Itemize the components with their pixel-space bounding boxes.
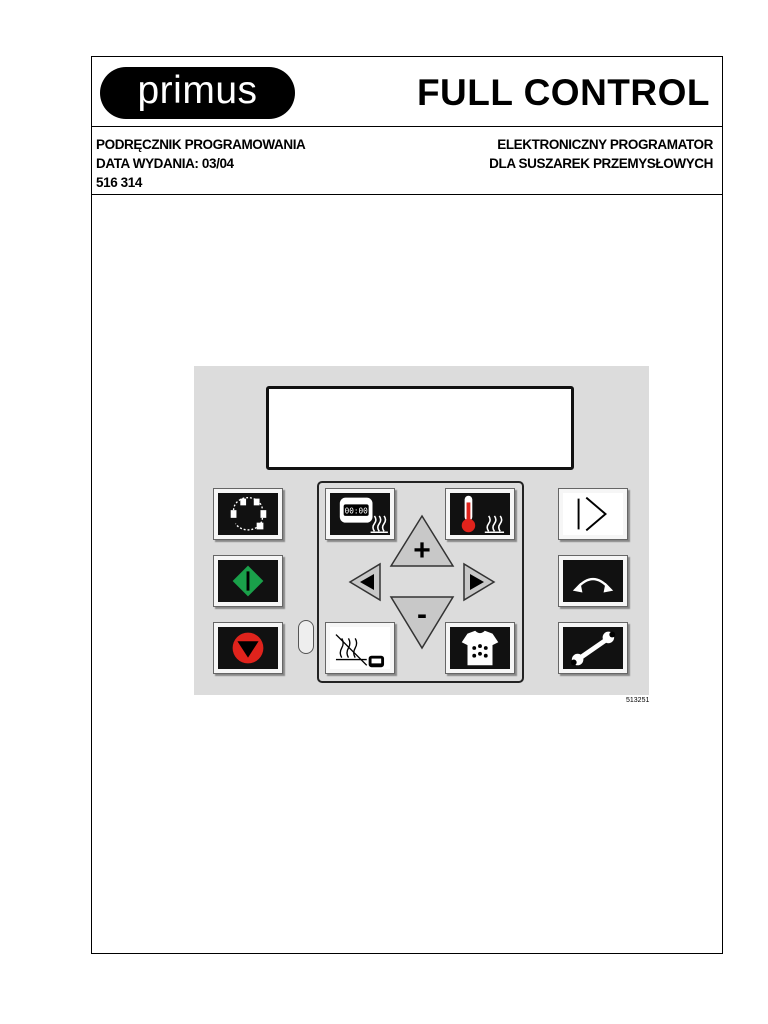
subheader-left — [96, 135, 305, 192]
primus-logo: primus — [100, 67, 295, 119]
door-button[interactable] — [558, 488, 628, 540]
document-number: 516 314 — [96, 175, 142, 190]
start-button[interactable] — [213, 555, 283, 607]
svg-text:00:00: 00:00 — [344, 506, 368, 516]
document-title: FULL CONTROL — [416, 72, 710, 113]
indicator-slot — [298, 620, 314, 654]
service-button[interactable] — [558, 622, 628, 674]
plus-label: + — [413, 534, 431, 567]
program-cycle-icon — [214, 489, 282, 539]
product-line-2: DLA SUSZAREK PRZEMYSŁOWYCH — [489, 156, 713, 171]
arrow-nav-cluster — [346, 514, 498, 654]
product-line-1: ELEKTRONICZNY PROGRAMATOR — [497, 137, 713, 152]
program-cycle-button[interactable] — [213, 488, 283, 540]
reverse-button[interactable] — [558, 555, 628, 607]
stop-button[interactable] — [213, 622, 283, 674]
lcd-display — [266, 386, 574, 470]
subheader-right — [489, 135, 713, 173]
document-header — [92, 57, 722, 127]
reverse-icon — [559, 556, 627, 606]
figure-code: 513251 — [626, 697, 650, 704]
document-subheader — [92, 127, 722, 195]
control-panel-figure — [194, 366, 649, 695]
door-open-icon — [559, 489, 627, 539]
start-icon — [214, 556, 282, 606]
wrench-icon — [559, 623, 627, 673]
issue-date: DATA WYDANIA: 03/04 — [96, 156, 234, 171]
minus-label: - — [417, 598, 427, 631]
stop-icon — [214, 623, 282, 673]
manual-name: PODRĘCZNIK PROGRAMOWANIA — [96, 137, 306, 152]
